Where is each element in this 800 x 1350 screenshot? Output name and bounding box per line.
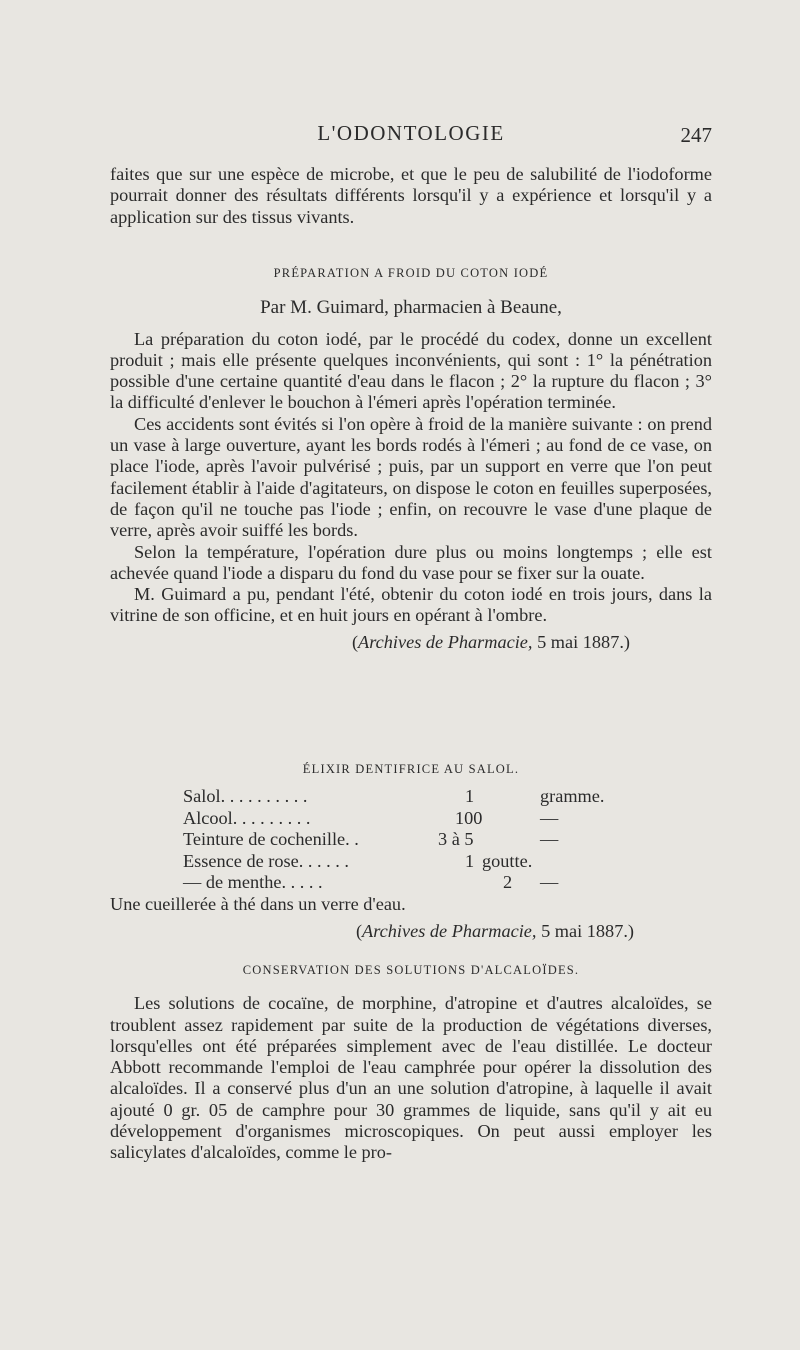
paragraph: M. Guimard a pu, pendant l'été, obtenir du coton iodé en trois jours, dans la vitrine de son officine, et en huit jours en opérant à l'ombre. xyxy=(110,584,712,626)
ingredient-name: Essence de rose. . . . . . xyxy=(183,850,350,871)
recipe-row xyxy=(110,808,712,830)
section-title: CONSERVATION DES SOLUTIONS D'ALCALOÏDES. xyxy=(242,963,580,977)
section-alcaloides xyxy=(110,960,712,1164)
section-title: ÉLIXIR DENTIFRICE AU SALOL. xyxy=(302,762,520,776)
ingredient-name: Teinture de cochenille. . xyxy=(183,829,359,850)
ingredient-qty: 1 xyxy=(465,786,475,807)
intro-paragraph: faites que sur une espèce de microbe, et que le peu de salubilité de l'iodoforme pourrait donner des résultats différents lorsqu'il y a expérience et lorsqu'il y a application sur des tissus vivants. xyxy=(110,164,712,227)
citation-date: 5 mai 1887.) xyxy=(537,631,630,652)
citation: (Archives de Pharmacie, 5 mai 1887.) xyxy=(355,921,634,942)
running-header xyxy=(110,121,712,151)
ingredient-unit: — xyxy=(540,872,559,893)
recipe-list xyxy=(110,786,712,894)
ingredient-unit: — xyxy=(540,807,559,828)
recipe-row xyxy=(110,786,712,808)
recipe-row xyxy=(110,872,712,894)
recipe-row xyxy=(110,829,712,851)
ingredient-unit: — xyxy=(540,829,559,850)
section-coton-iode xyxy=(110,263,712,653)
citation: (Archives de Pharmacie, 5 mai 1887.) xyxy=(351,631,630,652)
page-number: 247 xyxy=(680,123,712,147)
recipe-instruction: Une cueillerée à thé dans un verre d'eau. xyxy=(110,893,406,914)
ingredient-qty: 3 à 5 xyxy=(438,829,474,850)
citation-source: Archives de Pharmacie, xyxy=(362,921,537,942)
byline: Par M. Guimard, pharmacien à Beaune, xyxy=(260,297,562,319)
paragraph: Les solutions de cocaïne, de morphine, d'atropine et d'autres alcaloïdes, se troublent assez rapidement par suite de la production de végétations diverses, lorsqu'elles ont été préparées simplement avec de l'eau distillée. Le docteur Abbott recommande l'emploi de l'eau camphrée pour opérer la dissolution des alcaloïdes. Il a conservé plus d'un an une solution d'atropine, à laquelle il avait ajouté 0 gr. 05 de camphre pour 30 grammes de liquide, sans qu'il y ait eu développement d'organismes microscopiques. On peut aussi employer les salicylates d'alcaloïdes, comme le pro- xyxy=(110,993,712,1163)
recipe-row xyxy=(110,851,712,873)
ingredient-name: Salol. . . . . . . . . . xyxy=(183,786,308,807)
ingredient-name: — de menthe. . . . . xyxy=(183,872,323,893)
citation-date: 5 mai 1887.) xyxy=(541,921,634,942)
ingredient-qty: 100 xyxy=(455,807,483,828)
intro-block xyxy=(110,164,712,228)
citation-source: Archives de Pharmacie, xyxy=(358,631,533,652)
section-title: PRÉPARATION A FROID DU COTON IODÉ xyxy=(273,266,549,280)
section-elixir xyxy=(110,759,712,942)
ingredient-name: Alcool. . . . . . . . . xyxy=(183,807,311,828)
ingredient-unit: goutte. xyxy=(482,850,533,871)
paragraph: Selon la température, l'opération dure plus ou moins longtemps ; elle est achevée quand l'iode a disparu du fond du vase pour se fixer sur la ouate. xyxy=(110,541,712,583)
ingredient-qty: 1 xyxy=(465,850,475,871)
paragraph: Ces accidents sont évités si l'on opère à froid de la manière suivante : on prend un vase à large ouverture, ayant les bords rodés à l'émeri ; au fond de ce vase, on place l'iode, après l'avoir pulvérisé ; puis, par un support en verre que l'on peut facilement établir à l'aide d'agitateurs, on dispose le coton en feuilles superposées, de façon qu'il ne touche pas l'iode ; enfin, on recouvre le vase d'une plaque de verre, après avoir suiffé les bords. xyxy=(110,413,712,541)
journal-title: L'ODONTOLOGIE xyxy=(317,121,505,145)
ingredient-unit: gramme. xyxy=(540,786,605,807)
paragraph: La préparation du coton iodé, par le procédé du codex, donne un excellent produit ; mais elle présente quelques inconvénients, qui sont : 1° la pénétration possible d'une certaine quantité d'eau dans le flacon ; 2° la rupture du flacon ; 3° la difficulté d'enlever le bouchon à l'émeri après l'opération terminée. xyxy=(110,328,712,413)
ingredient-qty: 2 xyxy=(503,872,513,893)
